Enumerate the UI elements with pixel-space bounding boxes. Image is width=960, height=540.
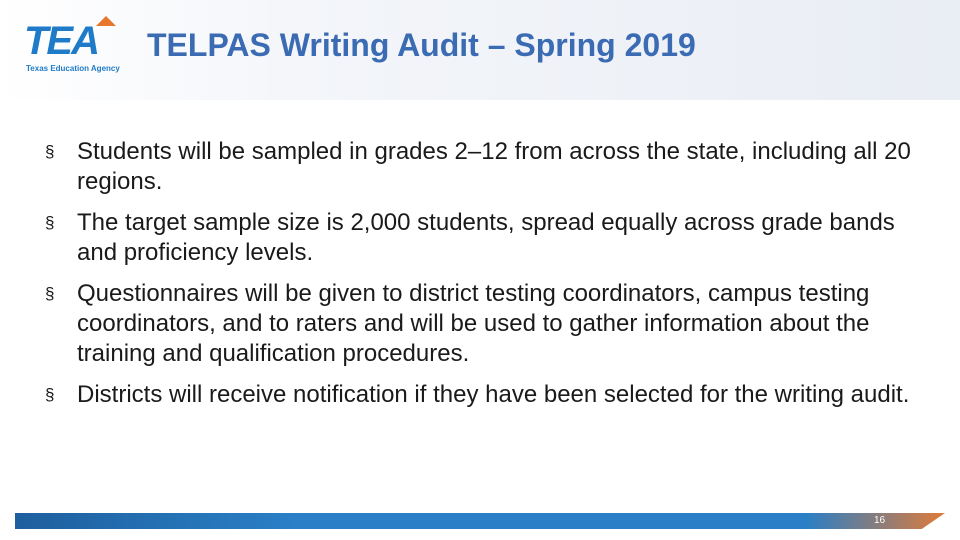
bullet-text: The target sample size is 2,000 students, spread equally across grade bands and proficiency levels. — [77, 209, 895, 266]
tea-logo — [24, 19, 134, 76]
logo-subtitle: Texas Education Agency — [26, 64, 120, 73]
bullet-item — [45, 380, 922, 410]
slide-header — [0, 0, 960, 100]
bullet-marker: § — [45, 213, 55, 232]
graduation-cap-icon — [96, 16, 116, 26]
logo-text: TEA — [24, 19, 98, 63]
bullet-item — [45, 137, 922, 197]
bullet-marker: § — [45, 385, 55, 404]
bullet-item — [45, 279, 922, 369]
footer-bar — [15, 513, 945, 529]
bullet-list — [45, 137, 925, 421]
bullet-marker: § — [45, 284, 55, 303]
bullet-text: Questionnaires will be given to district testing coordinators, campus testing coordinators, and to raters and will be used to gather information about the training and qualification procedures. — [77, 280, 870, 367]
page-number: 16 — [874, 515, 886, 526]
bullet-item — [45, 208, 922, 268]
bullet-marker: § — [45, 142, 55, 161]
slide-title: TELPAS Writing Audit – Spring 2019 — [147, 27, 696, 63]
bullet-text: Districts will receive notification if they have been selected for the writing audit. — [77, 381, 910, 408]
bullet-text: Students will be sampled in grades 2–12 from across the state, including all 20 regions. — [77, 138, 911, 195]
